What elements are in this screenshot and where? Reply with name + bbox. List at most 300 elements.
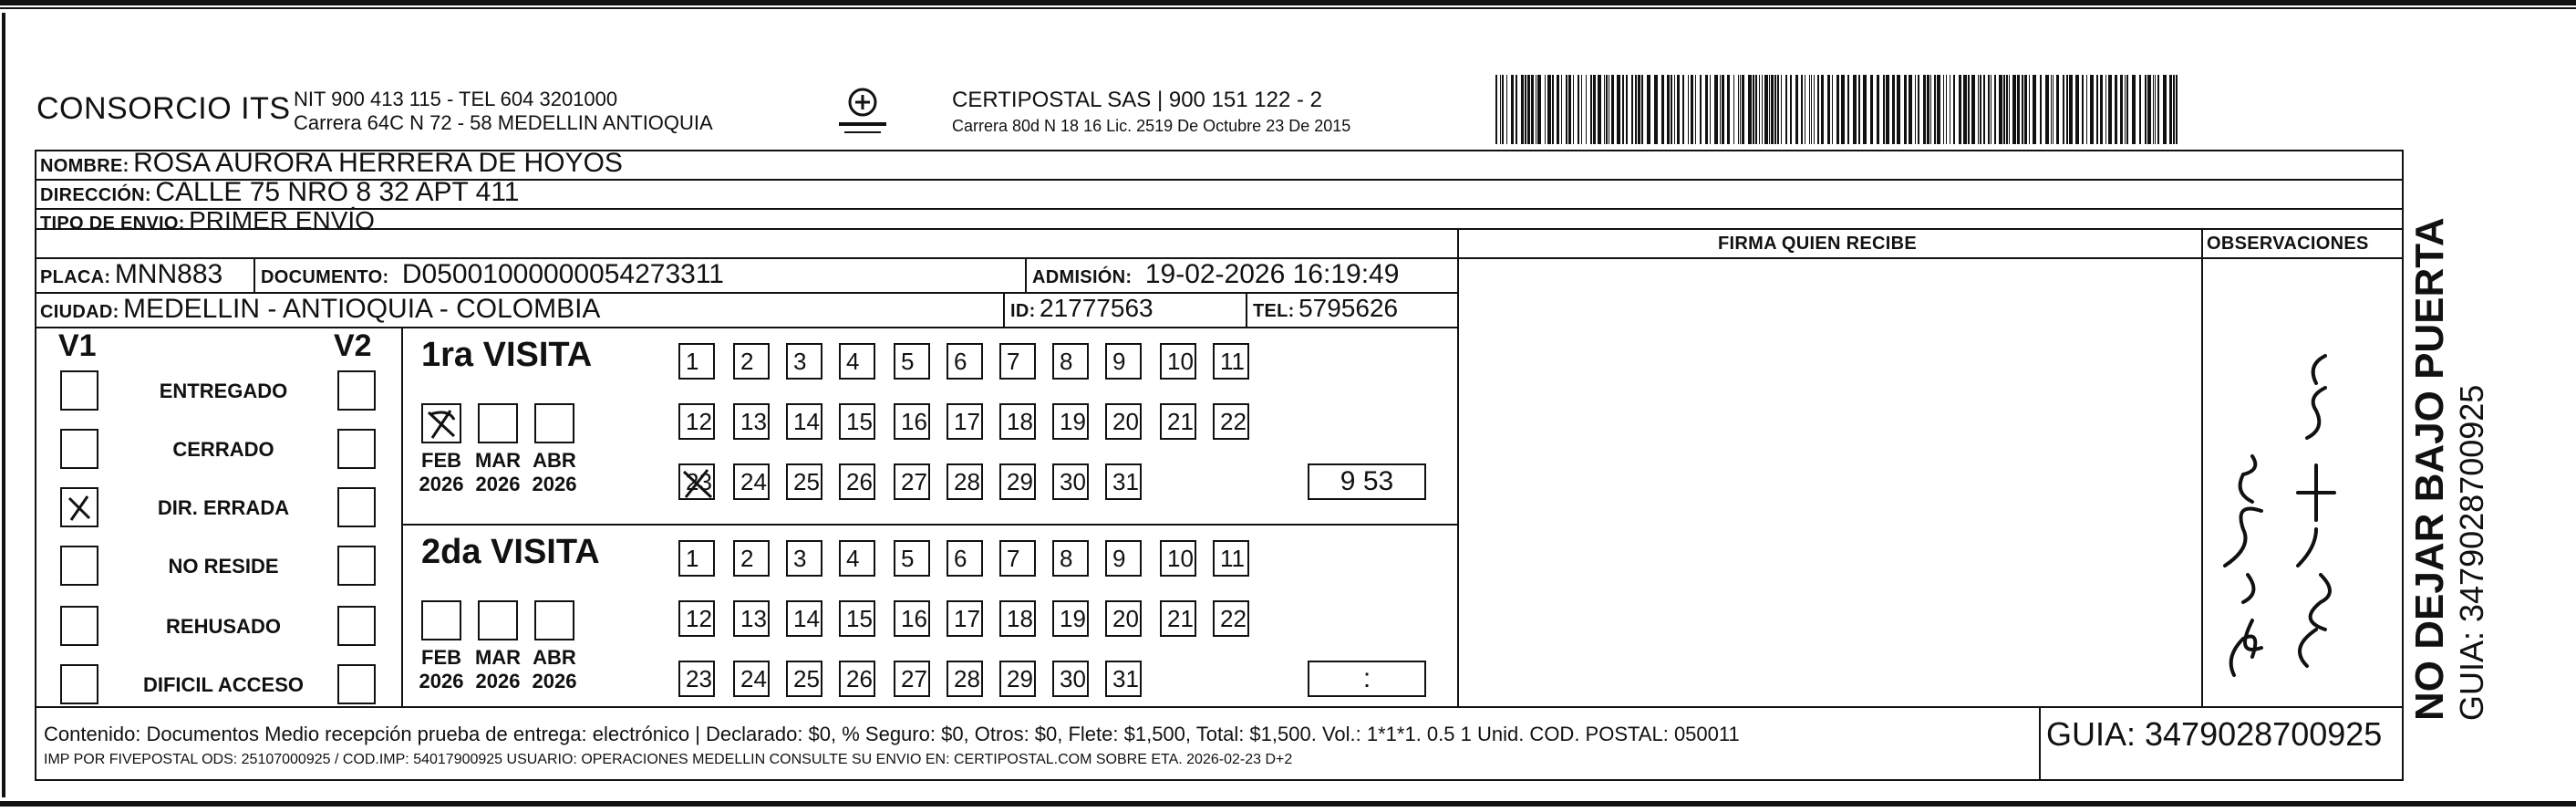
- barcode-bar: [1740, 75, 1741, 144]
- barcode-bar: [1748, 75, 1752, 144]
- barcode-bar: [1647, 75, 1650, 144]
- barcode-bar: [1918, 75, 1919, 144]
- day-box[interactable]: 16: [894, 403, 930, 440]
- day-box[interactable]: 26: [839, 661, 875, 697]
- barcode-bar: [1994, 75, 1996, 144]
- barcode-bar: [1516, 75, 1517, 144]
- barcode-bar: [1988, 75, 1990, 144]
- divider: [1003, 292, 1005, 327]
- barcode-bar: [1968, 75, 1970, 144]
- barcode-bar: [2100, 75, 2103, 144]
- barcode-bar: [1622, 75, 1624, 144]
- barcode-bar: [1537, 75, 1541, 144]
- barcode-bar: [1552, 75, 1554, 144]
- barcode-bar: [1937, 75, 1940, 144]
- barcode-bar: [1700, 75, 1702, 144]
- barcode-bar: [1980, 75, 1981, 144]
- barcode-bar: [1927, 75, 1929, 144]
- day-box[interactable]: 30: [1052, 463, 1089, 500]
- barcode-bar: [2132, 75, 2136, 144]
- left-border: [2, 13, 5, 797]
- day-box[interactable]: 19: [1052, 600, 1089, 637]
- day-box[interactable]: 25: [786, 661, 822, 697]
- barcode-bar: [1774, 75, 1776, 144]
- barcode-bar: [1557, 75, 1559, 144]
- barcode-bar: [2176, 75, 2178, 144]
- time-box[interactable]: 9 53: [1308, 463, 1426, 500]
- side-label: [2407, 217, 2491, 721]
- barcode-bar: [2029, 75, 2030, 144]
- barcode-bar: [1785, 75, 1787, 144]
- status-label: NO RESIDE: [168, 555, 279, 578]
- certipostal-info: CERTIPOSTAL SAS | 900 151 122 - 2: [952, 88, 1322, 112]
- barcode-bar: [2006, 75, 2008, 144]
- barcode-bar: [1617, 75, 1620, 144]
- day-box[interactable]: 17: [947, 403, 983, 440]
- barcode-bar: [1978, 75, 1979, 144]
- day-box[interactable]: 15: [839, 600, 875, 637]
- barcode-bar: [1821, 75, 1824, 144]
- documento-value: D05001000000054273311: [401, 259, 724, 289]
- barcode-bar: [2120, 75, 2123, 144]
- barcode-bar: [1590, 75, 1592, 144]
- barcode-bar: [1809, 75, 1810, 144]
- barcode-bar: [1841, 75, 1845, 144]
- documento-label: DOCUMENTO:: [261, 267, 389, 287]
- company-nit: NIT 900 413 115 - TEL 604 3201000: [294, 88, 618, 110]
- divider: [2201, 228, 2203, 708]
- day-box[interactable]: 30: [1052, 661, 1089, 697]
- v2-checkbox[interactable]: [337, 664, 376, 704]
- barcode-bar: [1527, 75, 1530, 144]
- barcode-bar: [1667, 75, 1670, 144]
- month-checkbox[interactable]: [534, 403, 574, 443]
- barcode-bar: [1742, 75, 1744, 144]
- v2-checkbox[interactable]: [337, 546, 376, 586]
- ciudad-value: MEDELLIN - ANTIOQUIA - COLOMBIA: [123, 294, 601, 324]
- day-box[interactable]: 22: [1213, 403, 1249, 440]
- barcode-bar: [2022, 75, 2023, 144]
- id-value: 21777563: [1040, 294, 1154, 322]
- barcode-bar: [1674, 75, 1675, 144]
- barcode-bar: [2108, 75, 2112, 144]
- v2-checkbox[interactable]: [337, 606, 376, 646]
- divider: [1025, 257, 1027, 292]
- month-year: 2026: [475, 473, 521, 495]
- barcode-bar: [1611, 75, 1614, 144]
- month-year: 2026: [532, 670, 577, 692]
- barcode-bar: [1946, 75, 1947, 144]
- barcode-bar: [2075, 75, 2079, 144]
- day-box[interactable]: 18: [999, 600, 1036, 637]
- barcode-bar: [2153, 75, 2154, 144]
- divider: [1457, 257, 2404, 259]
- day-box[interactable]: 28: [947, 661, 983, 697]
- barcode-bar: [1771, 75, 1774, 144]
- day-box[interactable]: 11: [1213, 540, 1249, 577]
- barcode-bar: [2012, 75, 2016, 144]
- footer-content: Contenido: Documentos Medio recepción prueba de entrega: electrónico | Declarado: $0, % Seguro: $0, Otros: $0, Flete: $1,500, Total: $1,500. Vol.: 1*1*1. 0.5 1 Unid. COD. POSTAL: 050011: [44, 723, 1740, 745]
- footer-print-info: IMP POR FIVEPOSTAL ODS: 25107000925 / COD.IMP: 54017900925 USUARIO: OPERACIONES MEDELLIN CONSULTE SU ENVIO EN: CERTIPOSTAL.COM SOBRE ETA. 2026-02-23 D+2: [44, 752, 1293, 767]
- month-name: ABR: [533, 449, 576, 472]
- day-box[interactable]: 3: [786, 343, 822, 380]
- day-box[interactable]: 29: [999, 463, 1036, 500]
- day-box[interactable]: 8: [1052, 540, 1089, 577]
- barcode-bar: [1847, 75, 1849, 144]
- barcode-bar: [2139, 75, 2141, 144]
- v1-checkbox[interactable]: [60, 664, 98, 704]
- barcode-bar: [1495, 75, 1497, 144]
- barcode-bar: [2126, 75, 2128, 144]
- day-box[interactable]: 12: [678, 403, 715, 440]
- barcode-bar: [1720, 75, 1721, 144]
- month-name: ABR: [533, 646, 576, 669]
- guia-number: GUIA: 3479028700925: [2046, 715, 2383, 753]
- side-title: NO DEJAR BAJO PUERTA: [2407, 217, 2452, 721]
- barcode-bar: [1755, 75, 1757, 144]
- nombre-row: [40, 148, 623, 179]
- day-box[interactable]: 5: [894, 343, 930, 380]
- month-checkbox[interactable]: [534, 600, 574, 640]
- id-label: ID:: [1010, 301, 1036, 321]
- barcode-bar: [1531, 75, 1534, 144]
- month-label: [414, 646, 469, 693]
- top-border-thin: [0, 7, 2576, 9]
- barcode-bar: [1877, 75, 1879, 144]
- admision-label: ADMISIÓN:: [1032, 267, 1133, 287]
- barcode-bar: [2096, 75, 2098, 144]
- tel-value: 5795626: [1298, 294, 1399, 322]
- month-name: FEB: [421, 449, 461, 472]
- barcode-bar: [2155, 75, 2156, 144]
- barcode-bar: [2169, 75, 2172, 144]
- day-box[interactable]: 7: [999, 540, 1036, 577]
- barcode-bar: [2125, 75, 2126, 144]
- barcode-bar: [1606, 75, 1608, 144]
- status-label: DIR. ERRADA: [157, 496, 290, 519]
- month-checkbox[interactable]: [421, 403, 461, 443]
- barcode-bar: [2105, 75, 2106, 144]
- placa-value: MNN883: [114, 259, 223, 289]
- month-year: 2026: [475, 670, 521, 692]
- form-frame: [35, 150, 2404, 781]
- barcode-bar: [1641, 75, 1643, 144]
- barcode-bar: [1963, 75, 1967, 144]
- day-box[interactable]: 18: [999, 403, 1036, 440]
- day-box[interactable]: 12: [678, 600, 715, 637]
- ciudad-label: CIUDAD:: [40, 302, 119, 322]
- barcode-bar: [1971, 75, 1975, 144]
- barcode-bar: [1695, 75, 1696, 144]
- barcode-bar: [1511, 75, 1514, 144]
- barcode-bar: [1915, 75, 1916, 144]
- day-box[interactable]: 22: [1213, 600, 1249, 637]
- status-label: ENTREGADO: [159, 380, 288, 402]
- barcode-bar: [1677, 75, 1680, 144]
- barcode-bar: [2051, 75, 2052, 144]
- barcode-bar: [1581, 75, 1582, 144]
- day-box[interactable]: 19: [1052, 403, 1089, 440]
- time-box[interactable]: :: [1308, 661, 1426, 697]
- day-box[interactable]: 16: [894, 600, 930, 637]
- company-name: CONSORCIO ITS: [36, 91, 291, 126]
- v1-checkbox[interactable]: [60, 606, 98, 646]
- divider: [35, 208, 2404, 210]
- barcode-bar: [1727, 75, 1730, 144]
- month-name: MAR: [474, 449, 522, 472]
- barcode-bar: [2053, 75, 2054, 144]
- barcode-bar: [2145, 75, 2147, 144]
- barcode-bar: [2009, 75, 2010, 144]
- day-box[interactable]: 31: [1105, 661, 1142, 697]
- barcode-bar: [2082, 75, 2084, 144]
- barcode-bar: [1578, 75, 1579, 144]
- barcode-bar: [1722, 75, 1724, 144]
- barcode-bar: [2147, 75, 2151, 144]
- v1-checkbox[interactable]: [60, 429, 98, 469]
- barcode-bar: [1688, 75, 1689, 144]
- divider: [253, 257, 255, 292]
- day-box[interactable]: 7: [999, 343, 1036, 380]
- day-box[interactable]: 6: [947, 343, 983, 380]
- nombre-value: ROSA AURORA HERRERA DE HOYOS: [133, 148, 623, 178]
- status-label: REHUSADO: [166, 615, 281, 638]
- day-box[interactable]: 24: [733, 661, 770, 697]
- tipo-label: TIPO DE ENVIO:: [40, 213, 185, 234]
- admision-cell: [1032, 259, 1399, 290]
- barcode-bar: [1635, 75, 1637, 144]
- certipostal-logo: [832, 82, 894, 142]
- barcode-bar: [1762, 75, 1763, 144]
- day-box[interactable]: 21: [1160, 403, 1196, 440]
- day-box[interactable]: 20: [1105, 403, 1142, 440]
- placa-label: PLACA:: [40, 267, 111, 287]
- barcode-bar: [1923, 75, 1926, 144]
- month-label: [527, 449, 582, 496]
- barcode-bar: [1626, 75, 1628, 144]
- barcode-bar: [1604, 75, 1605, 144]
- barcode-bar: [2033, 75, 2036, 144]
- day-box[interactable]: 1: [678, 540, 715, 577]
- day-box[interactable]: 10: [1160, 540, 1196, 577]
- divider: [35, 706, 2404, 708]
- day-box[interactable]: 28: [947, 463, 983, 500]
- barcode-bar: [2024, 75, 2027, 144]
- day-box[interactable]: 14: [786, 600, 822, 637]
- id-cell: [1010, 294, 1154, 323]
- barcode-bar: [1897, 75, 1900, 144]
- barcode-bar: [1573, 75, 1574, 144]
- day-box[interactable]: 14: [786, 403, 822, 440]
- barcode-bar: [1661, 75, 1664, 144]
- divider: [2039, 706, 2041, 779]
- day-box[interactable]: 9: [1105, 540, 1142, 577]
- day-box[interactable]: 2: [733, 343, 770, 380]
- barcode-bar: [1500, 75, 1501, 144]
- barcode-bar: [1817, 75, 1819, 144]
- day-box[interactable]: 27: [894, 463, 930, 500]
- v1-checkbox[interactable]: [60, 487, 98, 527]
- barcode-bar: [1753, 75, 1754, 144]
- company-address: Carrera 64C N 72 - 58 MEDELLIN ANTIOQUIA: [294, 111, 713, 134]
- barcode-bar: [1598, 75, 1601, 144]
- status-label: DIFICIL ACCESO: [142, 673, 304, 696]
- divider: [1457, 228, 1459, 708]
- day-box[interactable]: 13: [733, 403, 770, 440]
- day-box[interactable]: 27: [894, 661, 930, 697]
- month-checkbox[interactable]: [478, 600, 518, 640]
- barcode-bar: [1682, 75, 1684, 144]
- month-checkbox[interactable]: [421, 600, 461, 640]
- barcode-bar: [1781, 75, 1782, 144]
- barcode-bar: [1790, 75, 1792, 144]
- barcode-bar: [1714, 75, 1718, 144]
- tel-label: TEL:: [1253, 301, 1295, 321]
- day-box[interactable]: 24: [733, 463, 770, 500]
- barcode-bar: [1983, 75, 1985, 144]
- day-box[interactable]: 29: [999, 661, 1036, 697]
- direccion-row: [40, 177, 519, 208]
- divider: [1246, 292, 1247, 327]
- v2-checkbox[interactable]: [337, 487, 376, 527]
- placa-cell: [40, 259, 222, 290]
- direccion-label: DIRECCIÓN:: [40, 185, 151, 205]
- day-box[interactable]: 3: [786, 540, 822, 577]
- observaciones-handwriting: [2207, 301, 2389, 703]
- barcode-bar: [1586, 75, 1587, 144]
- barcode-bar: [1769, 75, 1770, 144]
- barcode-bar: [2069, 75, 2073, 144]
- barcode-bar: [1568, 75, 1571, 144]
- barcode-bar: [1886, 75, 1889, 144]
- v1-checkbox[interactable]: [60, 546, 98, 586]
- barcode-bar: [1631, 75, 1633, 144]
- firma-header: FIRMA QUIEN RECIBE: [1718, 234, 1917, 254]
- day-box[interactable]: 15: [839, 403, 875, 440]
- barcode-bar: [1814, 75, 1815, 144]
- barcode-bar: [1943, 75, 1944, 144]
- month-label: [471, 449, 525, 496]
- divider: [35, 228, 2404, 230]
- day-box[interactable]: 10: [1160, 343, 1196, 380]
- barcode-bar: [1638, 75, 1640, 144]
- day-box[interactable]: 25: [786, 463, 822, 500]
- barcode-bar: [1999, 75, 2002, 144]
- barcode-bar: [1547, 75, 1551, 144]
- barcode-bar: [1863, 75, 1867, 144]
- barcode: [1495, 75, 2179, 144]
- day-box[interactable]: 4: [839, 540, 875, 577]
- bottom-border: [0, 801, 2576, 807]
- barcode-bar: [1930, 75, 1931, 144]
- barcode-bar: [1521, 75, 1524, 144]
- barcode-bar: [1733, 75, 1734, 144]
- divider: [401, 524, 1457, 526]
- month-label: [527, 646, 582, 693]
- barcode-bar: [1691, 75, 1693, 144]
- month-year: 2026: [419, 670, 464, 692]
- barcode-bar: [1870, 75, 1873, 144]
- barcode-bar: [2090, 75, 2094, 144]
- v2-header: V2: [334, 328, 372, 363]
- barcode-bar: [1705, 75, 1708, 144]
- day-box[interactable]: 4: [839, 343, 875, 380]
- barcode-bar: [1801, 75, 1803, 144]
- ciudad-cell: [40, 294, 600, 325]
- barcode-bar: [2163, 75, 2167, 144]
- certipostal-license: Carrera 80d N 18 16 Lic. 2519 De Octubre 23 De 2015: [952, 117, 1351, 135]
- barcode-bar: [1502, 75, 1504, 144]
- v2-checkbox[interactable]: [337, 429, 376, 469]
- month-year: 2026: [419, 473, 464, 495]
- barcode-bar: [1759, 75, 1760, 144]
- barcode-bar: [1836, 75, 1839, 144]
- barcode-bar: [1883, 75, 1885, 144]
- barcode-bar: [1934, 75, 1936, 144]
- admision-value: 19-02-2026 16:19:49: [1144, 259, 1400, 289]
- v1-header: V1: [58, 328, 97, 363]
- day-box[interactable]: 17: [947, 600, 983, 637]
- month-name: FEB: [421, 646, 461, 669]
- month-label: [414, 449, 469, 496]
- barcode-bar: [1832, 75, 1833, 144]
- day-box[interactable]: 21: [1160, 600, 1196, 637]
- barcode-bar: [1545, 75, 1546, 144]
- barcode-bar: [2003, 75, 2005, 144]
- barcode-bar: [2115, 75, 2117, 144]
- barcode-bar: [1904, 75, 1907, 144]
- month-checkbox[interactable]: [478, 403, 518, 443]
- barcode-bar: [1827, 75, 1830, 144]
- day-box[interactable]: 20: [1105, 600, 1142, 637]
- day-box[interactable]: 8: [1052, 343, 1089, 380]
- observaciones-header: OBSERVACIONES: [2207, 234, 2369, 254]
- barcode-bar: [1764, 75, 1768, 144]
- documento-cell: [261, 259, 724, 290]
- visit-title: 2da VISITA: [421, 533, 600, 571]
- v1-checkbox[interactable]: [60, 370, 98, 411]
- barcode-bar: [2157, 75, 2159, 144]
- nombre-label: NOMBRE:: [40, 156, 129, 176]
- barcode-bar: [1811, 75, 1812, 144]
- day-box[interactable]: 6: [947, 540, 983, 577]
- barcode-bar: [2173, 75, 2175, 144]
- day-box[interactable]: 9: [1105, 343, 1142, 380]
- status-label: CERRADO: [172, 438, 274, 461]
- divider: [401, 327, 403, 708]
- divider: [35, 327, 1457, 328]
- barcode-bar: [1566, 75, 1567, 144]
- direccion-value: CALLE 75 NRO 8 32 APT 411: [155, 177, 520, 207]
- barcode-bar: [2056, 75, 2059, 144]
- day-box[interactable]: 13: [733, 600, 770, 637]
- day-box[interactable]: 2: [733, 540, 770, 577]
- tipo-row: [40, 206, 375, 235]
- barcode-bar: [1959, 75, 1961, 144]
- day-box[interactable]: 23: [678, 661, 715, 697]
- day-box[interactable]: 1: [678, 343, 715, 380]
- day-box[interactable]: 26: [839, 463, 875, 500]
- v2-checkbox[interactable]: [337, 370, 376, 411]
- day-box[interactable]: 23: [678, 463, 715, 500]
- day-box[interactable]: 31: [1105, 463, 1142, 500]
- barcode-bar: [2086, 75, 2087, 144]
- day-box[interactable]: 5: [894, 540, 930, 577]
- barcode-bar: [1953, 75, 1955, 144]
- barcode-bar: [2063, 75, 2064, 144]
- month-name: MAR: [474, 646, 522, 669]
- day-box[interactable]: 11: [1213, 343, 1249, 380]
